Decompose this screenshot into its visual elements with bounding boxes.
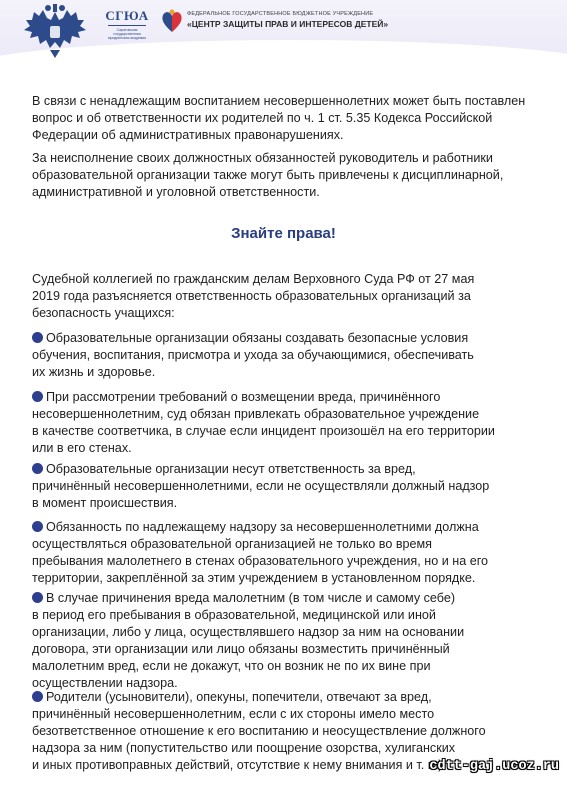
text-line: территории, закреплённой за этим учреждением в установленном порядке. (32, 571, 476, 585)
text-line: причинённый несовершеннолетним, если с их стороны имело место (32, 707, 435, 721)
text-line: пребывания малолетнего в стенах образовательного учреждения, но и на его (32, 554, 489, 568)
bullet-dot-icon (32, 463, 43, 474)
bullet-item-5 (32, 590, 542, 692)
org-subtitle: ФЕДЕРАЛЬНОЕ ГОСУДАРСТВЕННОЕ БЮДЖЕТНОЕ УЧРЕЖДЕНИЕ (187, 11, 374, 17)
text-line: Образовательные организации несут ответственность за вред, (46, 462, 416, 476)
text-line: За неисполнение своих должностных обязанностей руководитель и работники (32, 151, 493, 165)
section-title: Знайте права! (231, 225, 336, 242)
text-line: безответственное отношение к его воспитанию и неосуществление должного (32, 724, 486, 738)
text-line: 2019 года разъясняется ответственность образовательных организаций за (32, 289, 471, 303)
sgyua-logo-subtitle: Саратовская государственная юридическая академия (107, 28, 147, 40)
intro-paragraph-2 (32, 150, 542, 201)
text-line: В случае причинения вреда малолетним (в том числе и самому себе) (46, 591, 456, 605)
text-line: Обязанность по надлежащему надзору за несовершеннолетними должна (46, 520, 479, 534)
text-line: Федерации об административных правонарушениях. (32, 128, 344, 142)
intro-paragraph-1 (32, 93, 542, 144)
text-line: их жизнь и здоровье. (32, 365, 156, 379)
text-line: причинённый несовершеннолетними, если не осуществляли должный надзор (32, 479, 490, 493)
sgyua-logo-divider (108, 25, 146, 26)
text-line: в период его пребывания в образовательной, медицинской или иной (32, 608, 436, 622)
text-line: осуществлении надзора. (32, 676, 178, 690)
header-band (0, 0, 567, 75)
text-line: Судебной коллегией по гражданским делам Верховного Суда РФ от 27 мая (32, 272, 475, 286)
double-headed-eagle-emblem-icon (20, 2, 90, 60)
bullet-dot-icon (32, 691, 43, 702)
bullet-item-2 (32, 389, 542, 457)
bullet-dot-icon (32, 391, 43, 402)
text-line: или в его стенах. (32, 441, 132, 455)
text-line: безопасность учащихся: (32, 306, 175, 320)
text-line: осуществляться образовательной организацией не только во время (32, 537, 432, 551)
text-line: организации, либо у лица, осуществлявшего надзор за ним на основании (32, 625, 465, 639)
sgyua-logo (104, 6, 150, 42)
text-line: При рассмотрении требований о возмещении вреда, причинённого (46, 390, 441, 404)
bullet-item-1 (32, 330, 542, 381)
org-name: «ЦЕНТР ЗАЩИТЫ ПРАВ И ИНТЕРЕСОВ ДЕТЕЙ» (187, 19, 389, 29)
bullet-item-3 (32, 461, 542, 512)
bullet-dot-icon (32, 521, 43, 532)
text-line: Образовательные организации обязаны создавать безопасные условия (46, 331, 469, 345)
text-line: малолетним вред, если не докажут, что он возник не по их вине при (32, 659, 431, 673)
court-intro-paragraph (32, 271, 542, 322)
text-line: В связи с ненадлежащим воспитанием несовершеннолетних может быть поставлен (32, 94, 526, 108)
text-line: образовательной организации также могут быть привлечены к дисциплинарной, (32, 168, 504, 182)
text-line: Родители (усыновители), опекуны, попечители, отвечают за вред, (46, 690, 432, 704)
site-watermark: cdtt-gaj.ucoz.ru (429, 759, 559, 774)
sgyua-logo-text: СГЮА (105, 8, 149, 23)
bullet-dot-icon (32, 592, 43, 603)
czpid-heart-logo-icon (160, 8, 184, 34)
text-line: несовершеннолетним, суд обязан привлекать образовательное учреждение (32, 407, 480, 421)
text-line: административной и уголовной ответственности. (32, 185, 320, 199)
text-line: надзора за ним (попустительство или поощрение озорства, хулиганских (32, 741, 456, 755)
text-line: вопрос и об ответственности их родителей по ч. 1 ст. 5.35 Кодекса Российской (32, 111, 493, 125)
text-line: договора, эти организации или лицо обязаны возместить причинённый (32, 642, 450, 656)
text-line: обучения, воспитания, присмотра и ухода за обучающимися, обеспечивать (32, 348, 474, 362)
text-line: в качестве соответчика, в случае если инцидент произошёл на его территории (32, 424, 495, 438)
bullet-item-4 (32, 519, 542, 587)
bullet-dot-icon (32, 332, 43, 343)
text-line: и иных противоправных действий, отсутствие к нему внимания и т. п.). (32, 758, 446, 772)
text-line: в момент происшествия. (32, 496, 178, 510)
